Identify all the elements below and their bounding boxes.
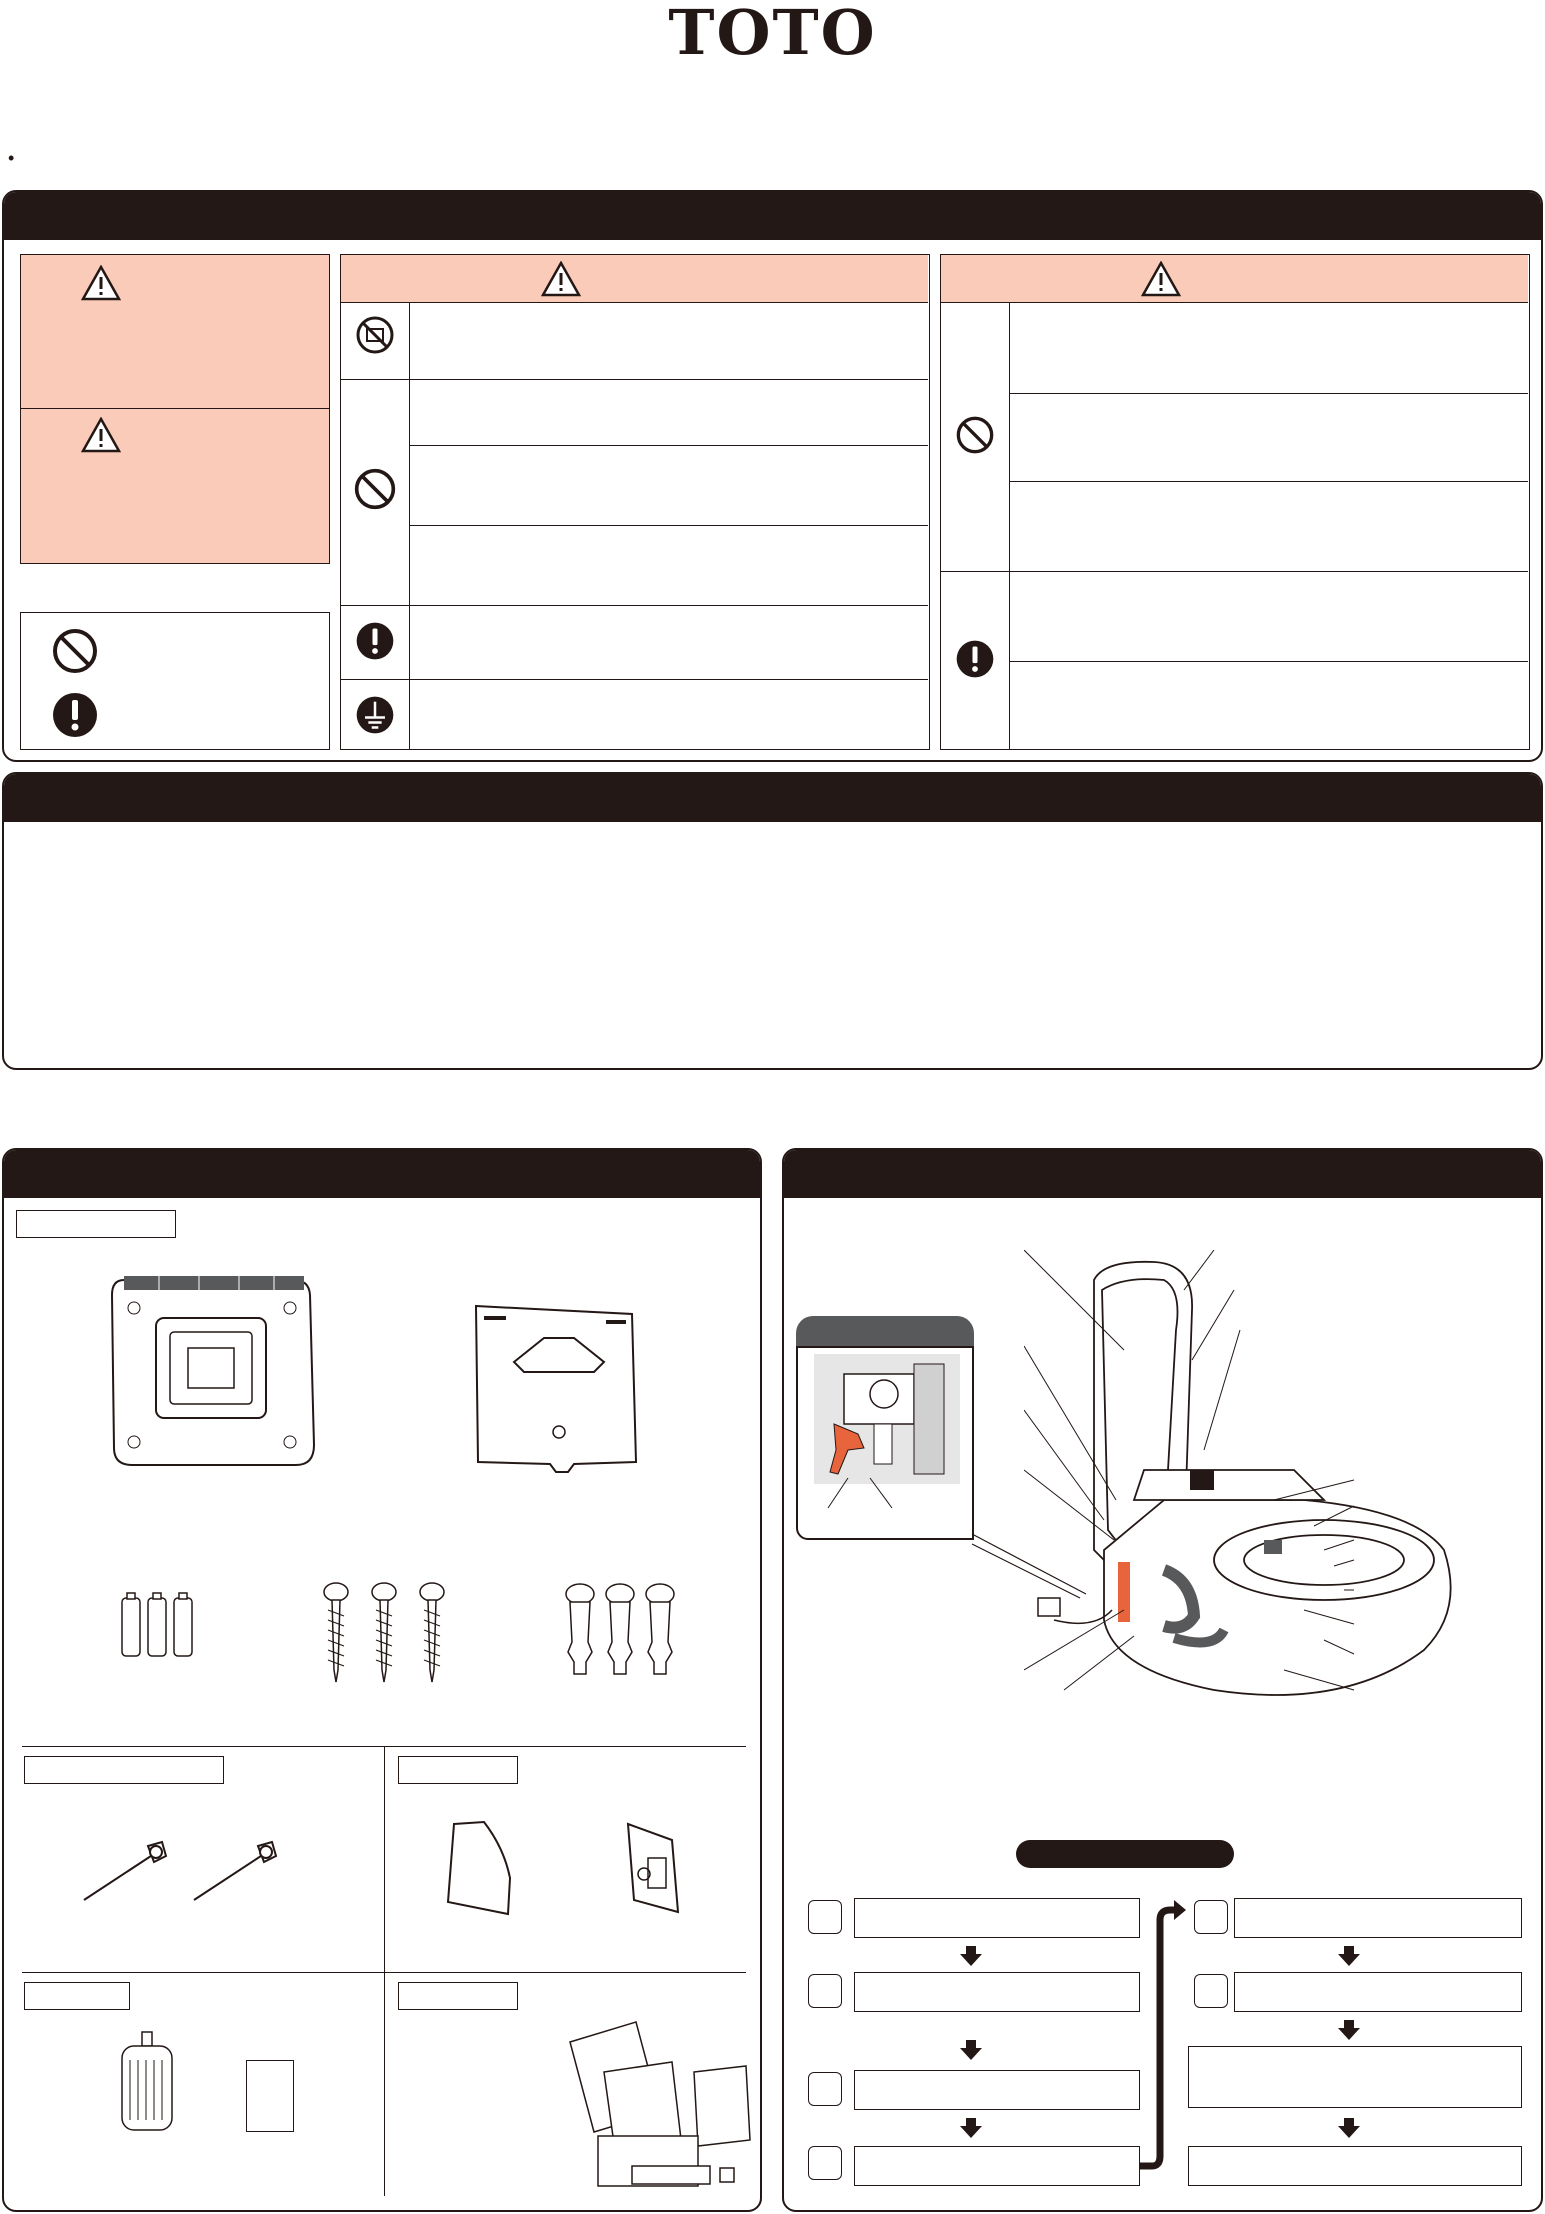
step-box-3 (854, 2070, 1140, 2110)
down-arrow-icon (960, 2118, 982, 2138)
step-box-4 (854, 2146, 1140, 2186)
step-number-6 (1194, 1974, 1228, 2008)
step-number-4 (808, 2146, 842, 2180)
wall-anchors-illustration (560, 1582, 680, 1678)
parts-label-box-a (398, 1756, 518, 1784)
mandatory-icon (955, 639, 995, 679)
valve-detail-illustration (814, 1354, 960, 1484)
step-box-6 (1234, 1972, 1522, 2012)
safety-header-bar (4, 192, 1541, 240)
documents-label-box (398, 1982, 518, 2010)
batteries-illustration (116, 1590, 206, 1660)
screws-illustration (314, 1580, 454, 1690)
warning-table-middle (340, 254, 930, 750)
parts-label-box-b (24, 1982, 130, 2010)
ground-icon (355, 695, 395, 735)
mandatory-icon (355, 621, 395, 661)
remote-holder-illustration (464, 1302, 644, 1492)
warning-triangle-icon (541, 261, 581, 297)
step-number-3 (808, 2072, 842, 2106)
documents-illustration (564, 2020, 754, 2190)
warning-table-middle-header (341, 255, 928, 303)
inset-detail (796, 1346, 974, 1540)
down-arrow-icon (960, 2040, 982, 2060)
toilet-illustration (1024, 1250, 1484, 1730)
card-illustration (246, 2060, 294, 2132)
bolts-label-box (24, 1756, 224, 1784)
down-arrow-icon (960, 1946, 982, 1966)
prohibited-icon (51, 627, 99, 675)
step-number-2 (808, 1974, 842, 2008)
danger-box (20, 254, 330, 410)
accessories-panel (2, 1148, 762, 2212)
symbol-legend-box (20, 612, 330, 750)
step-box-5 (1234, 1898, 1522, 1938)
step-number-5 (1194, 1900, 1228, 1934)
installation-header-bar (784, 1150, 1541, 1198)
mandatory-icon (51, 691, 99, 739)
prohibited-icon (353, 467, 397, 511)
warning-triangle-icon (81, 417, 121, 453)
warning-triangle-icon (1141, 261, 1181, 297)
down-arrow-icon (1338, 2020, 1360, 2040)
accessories-label-box (16, 1210, 176, 1238)
warning-table-right (940, 254, 1530, 750)
no-disassemble-icon (355, 315, 395, 355)
notes-header-bar (4, 774, 1541, 822)
prohibited-icon (955, 415, 995, 455)
down-arrow-icon (1338, 1946, 1360, 1966)
inset-title-bar (796, 1316, 974, 1350)
safety-panel (2, 190, 1543, 762)
step-box-8 (1188, 2146, 1522, 2186)
connector-arrow (1138, 1896, 1188, 2176)
flow-title-bar (1016, 1840, 1234, 1868)
wing-bolts-illustration (76, 1836, 306, 1906)
intro-bullet: • (8, 148, 15, 168)
sheet-illustration (444, 1818, 514, 1918)
step-box-1 (854, 1898, 1140, 1938)
notes-panel (2, 772, 1543, 1070)
accessories-header-bar (4, 1150, 760, 1198)
warning-box (20, 408, 330, 564)
warning-triangle-icon (81, 265, 121, 301)
toto-logo: TOTO (668, 0, 877, 69)
step-box-7 (1188, 2046, 1522, 2108)
step-number-1 (808, 1900, 842, 1934)
step-box-2 (854, 1972, 1140, 2012)
installation-panel (782, 1148, 1543, 2212)
down-arrow-icon (1338, 2118, 1360, 2138)
bracket-plate-illustration (620, 1818, 684, 1918)
warning-table-right-header (941, 255, 1528, 303)
filter-cartridge-illustration (112, 2030, 182, 2140)
remote-control-illustration (104, 1270, 324, 1480)
